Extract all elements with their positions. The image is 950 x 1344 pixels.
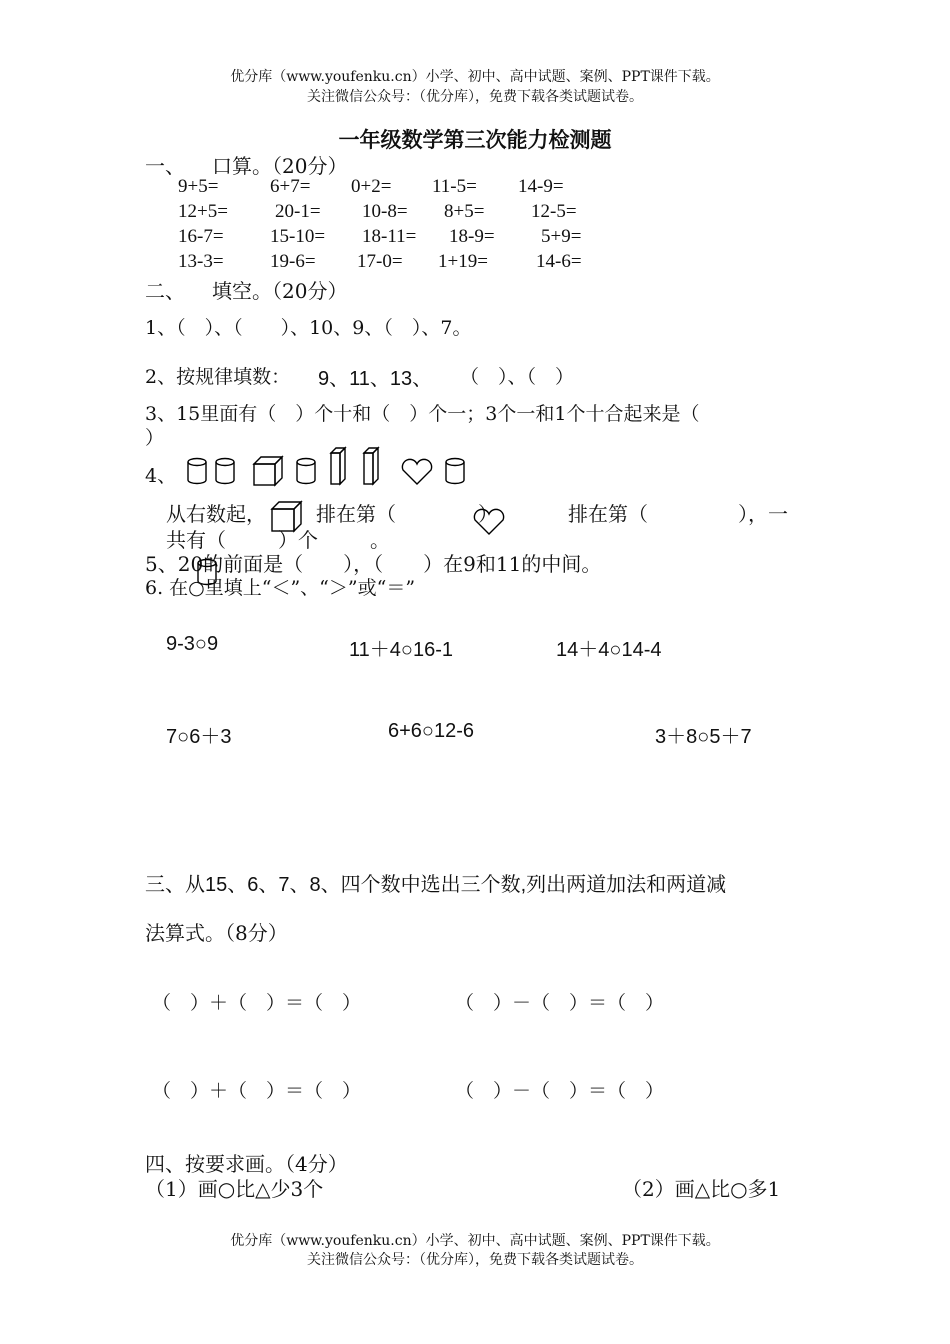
math-item: 12-5=	[531, 201, 577, 222]
fill-question-4-total: 共有（	[166, 528, 226, 552]
fill-question-1: 1、（ ）、（ ）、10、9、（ ）、7。	[145, 317, 472, 339]
math-item: 1+19=	[438, 251, 488, 272]
math-item: 14-6=	[536, 251, 582, 272]
fill-question-4-close-2: ），一	[738, 502, 788, 526]
section1-number: 一、	[145, 154, 185, 178]
section1-heading: 口算。（20分）	[212, 154, 348, 178]
section3-line-1: 三、从15、6、7、8、四个数中选出三个数,列出两道加法和两道减	[145, 874, 727, 896]
math-item: 15-10=	[270, 226, 326, 247]
section2-number: 二、	[145, 279, 185, 303]
compare-item: 9-3○9	[166, 633, 219, 655]
cylinder-icon	[214, 457, 236, 485]
header-line-1: 优分库（www.youfenku.cn）小学、初中、高中试题、案例、PPT课件下载。	[230, 69, 720, 85]
fill-question-2-sequence: 9、11、13、	[318, 368, 433, 390]
math-item: 12+5=	[178, 201, 228, 222]
math-item: 20-1=	[275, 201, 321, 222]
section4-item-2: （2）画△比○多1	[622, 1177, 781, 1201]
compare-item: 14＋4○14-4	[556, 639, 662, 661]
math-item: 11-5=	[432, 176, 477, 197]
addition-equation: （ ）＋（ ）＝（ ）	[152, 993, 362, 1014]
compare-item: 11＋4○16-1	[349, 639, 453, 661]
cylinder-icon	[444, 457, 466, 485]
footer-line-1: 优分库（www.youfenku.cn）小学、初中、高中试题、案例、PPT课件下载。	[230, 1233, 720, 1249]
fill-question-4-rank-2: 排在第（	[568, 502, 648, 526]
cylinder-icon	[186, 457, 208, 485]
math-item: 18-9=	[449, 226, 495, 247]
fill-question-2-prefix: 2、按规律填数：	[145, 366, 291, 388]
fill-question-4-rank-1: 排在第（	[316, 502, 396, 526]
fill-question-6: 6. 在○里填上“＜”、“＞”或“＝”	[145, 577, 416, 599]
cube-icon	[252, 455, 284, 487]
math-item: 13-3=	[178, 251, 224, 272]
fill-question-4-close-1: ）	[478, 502, 498, 526]
cuboid-icon	[329, 446, 347, 486]
math-item: 17-0=	[357, 251, 403, 272]
math-item: 18-11=	[362, 226, 417, 247]
fill-question-3: 3、15里面有（ ）个十和（ ）个一；3个一和1个十合起来是（	[145, 403, 700, 425]
math-item: 10-8=	[362, 201, 408, 222]
math-item: 19-6=	[270, 251, 316, 272]
compare-item: 7○6＋3	[166, 726, 232, 748]
math-item: 14-9=	[518, 176, 564, 197]
page-title: 一年级数学第三次能力检测题	[338, 127, 612, 152]
section4-heading: 四、按要求画。（4分）	[145, 1152, 348, 1176]
math-item: 6+7=	[270, 176, 311, 197]
fill-question-4-total-unit: ）个	[278, 528, 318, 552]
math-item: 0+2=	[351, 176, 392, 197]
math-item: 5+9=	[541, 226, 582, 247]
math-item: 9+5=	[178, 176, 219, 197]
header-line-2: 关注微信公众号：（优分库），免费下载各类试题试卷。	[307, 89, 643, 105]
section3-line-2: 法算式。（8分）	[145, 921, 288, 945]
addition-equation: （ ）＋（ ）＝（ ）	[152, 1081, 362, 1102]
cuboid-icon	[362, 446, 380, 486]
section4-item-1: （1）画○比△少3个	[145, 1177, 324, 1201]
compare-item: 6+6○12-6	[388, 720, 475, 742]
heart-icon	[472, 508, 506, 536]
fill-question-2-blanks: （ ）、（ ）	[460, 366, 575, 388]
math-item: 8+5=	[444, 201, 485, 222]
heart-icon	[400, 458, 434, 486]
subtraction-equation: （ ）－（ ）＝（ ）	[455, 993, 665, 1014]
compare-item: 3＋8○5＋7	[655, 726, 752, 748]
math-item: 16-7=	[178, 226, 224, 247]
fill-question-4-period: 。	[370, 528, 390, 552]
subtraction-equation: （ ）－（ ）＝（ ）	[455, 1081, 665, 1102]
fill-question-4-number: 4、	[145, 465, 177, 487]
fill-question-4-from-right: 从右数起，	[166, 502, 266, 526]
fill-question-3-cont: ）	[145, 427, 165, 449]
section2-heading: 填空。（20分）	[212, 279, 348, 303]
cylinder-icon	[295, 457, 317, 485]
footer-line-2: 关注微信公众号：（优分库），免费下载各类试题试卷。	[307, 1252, 643, 1268]
fill-question-5: 5、20的前面是（ ），（ ）在9和11的中间。	[145, 552, 602, 576]
